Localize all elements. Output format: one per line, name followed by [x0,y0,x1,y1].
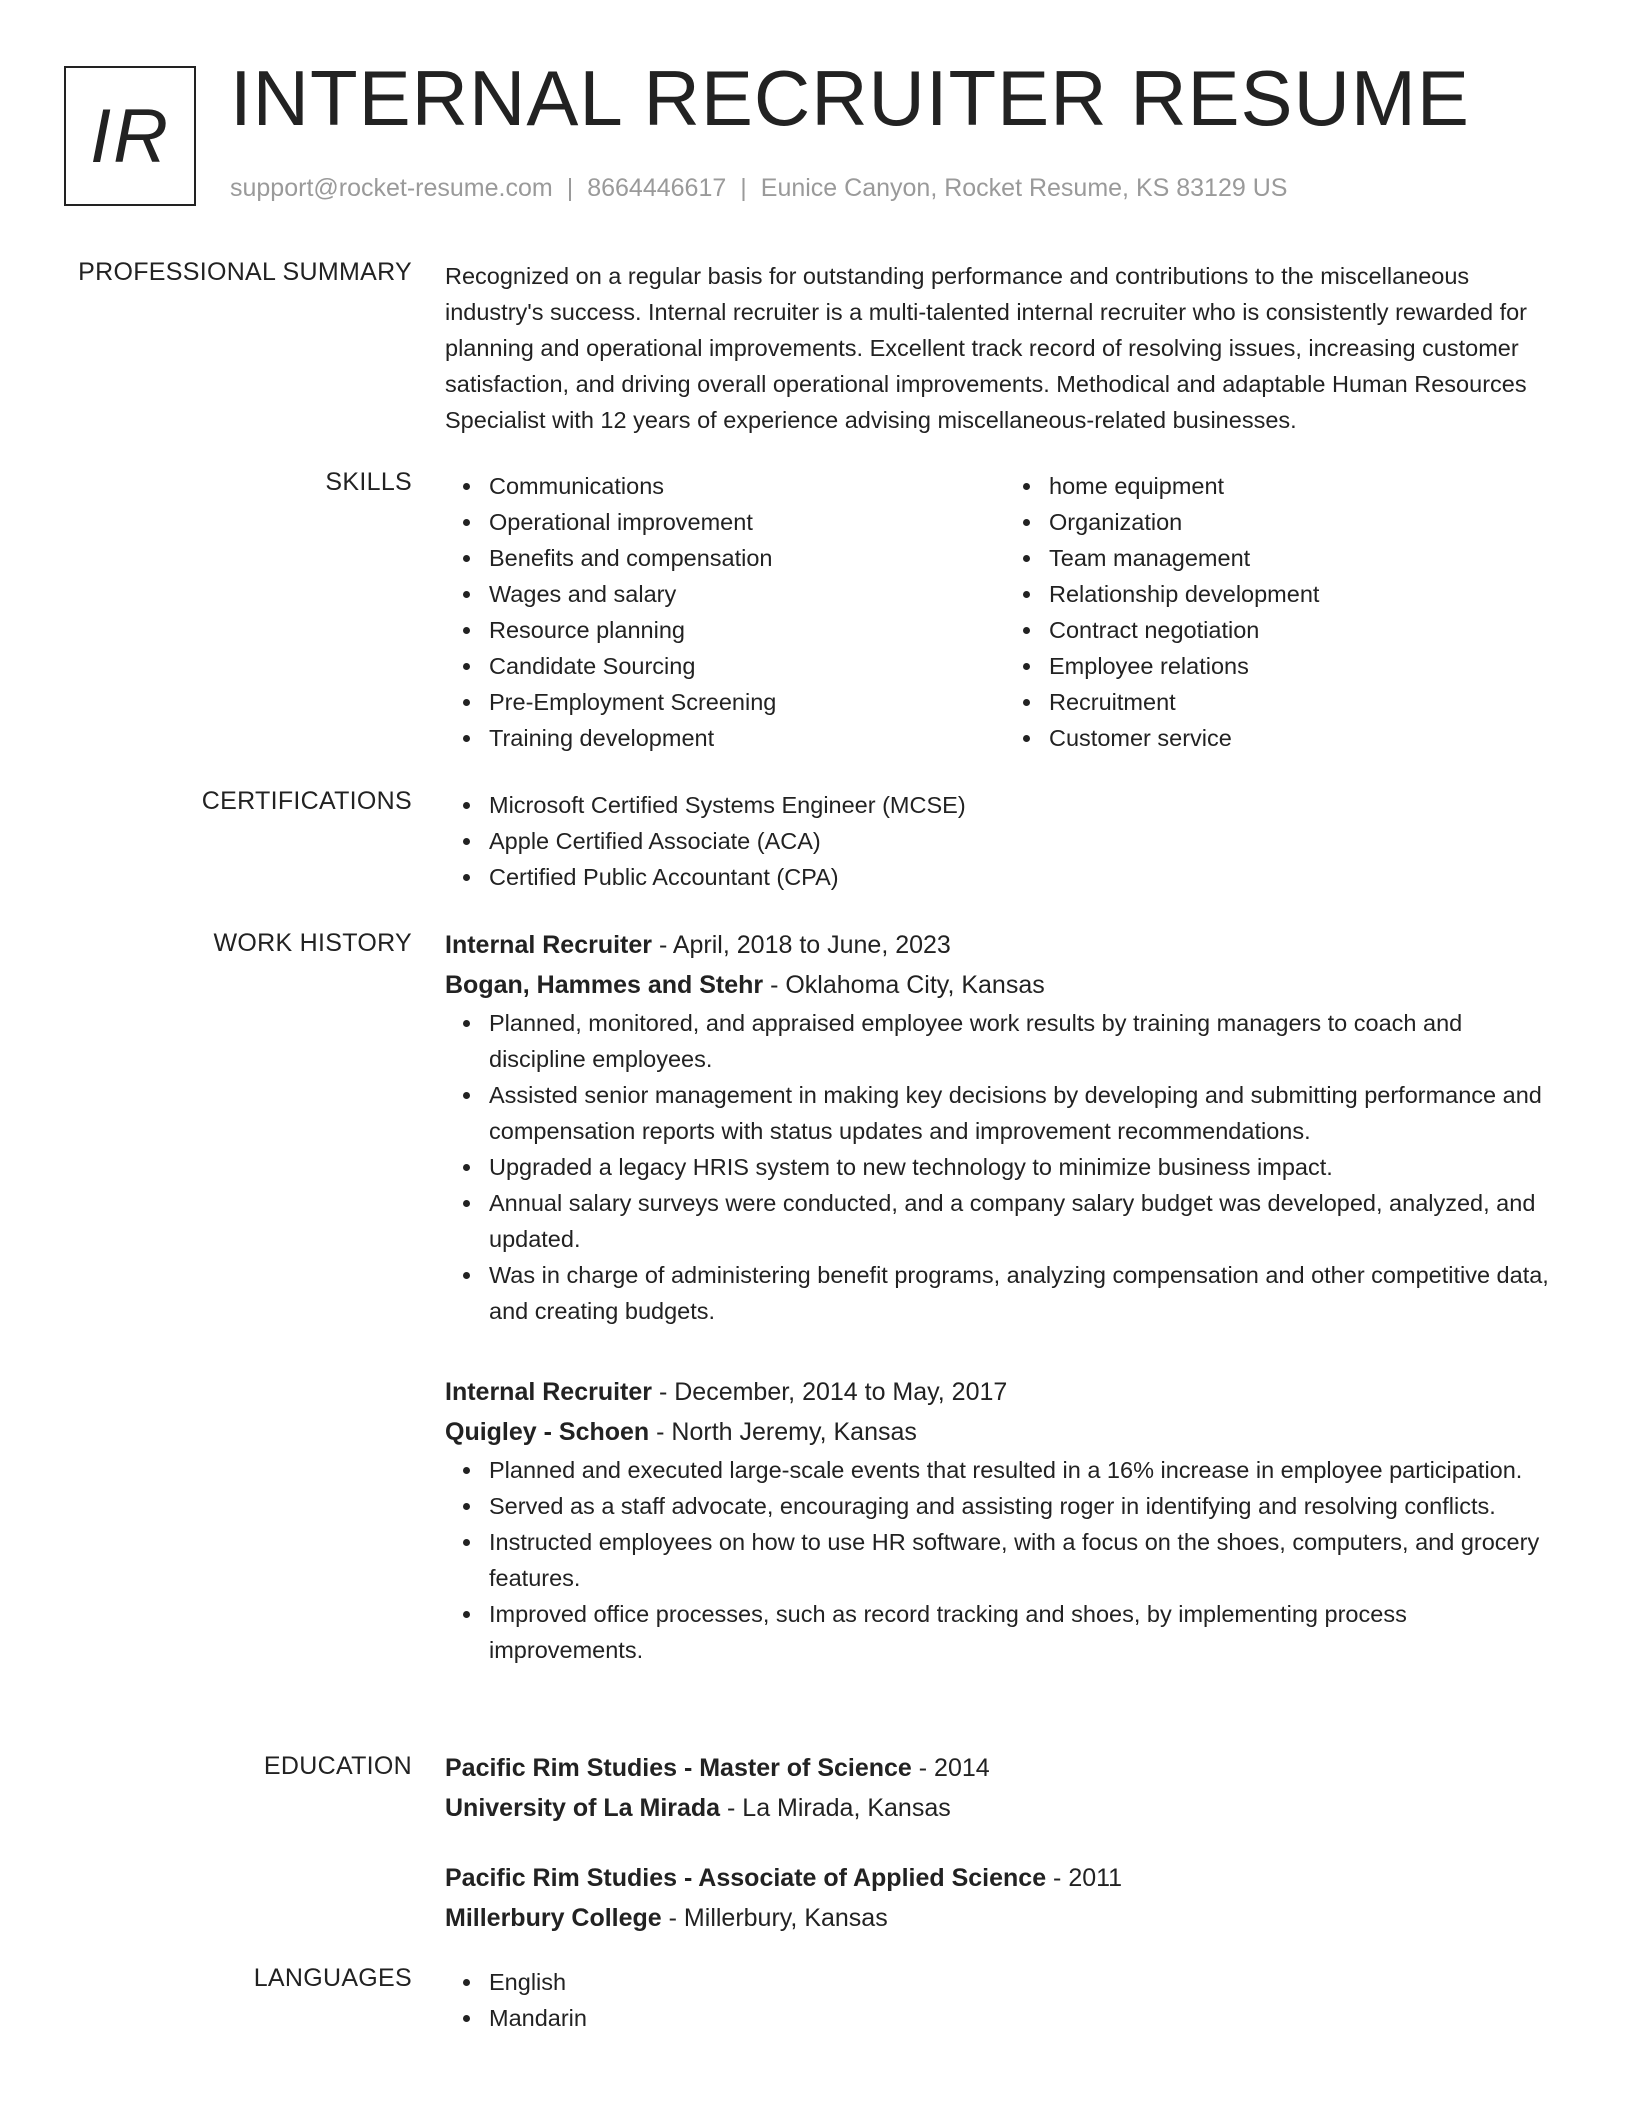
skill-item: Team management [1049,540,1565,576]
contact-line [230,174,1287,203]
skill-item: Operational improvement [489,504,1005,540]
certifications-body [445,787,1565,895]
job-bullet: Assisted senior management in making key decisions by developing and submitting performance and compensation reports with status updates and improvement recommendations. [489,1077,1565,1149]
job-dates: - December, 2014 to May, 2017 [652,1378,1008,1406]
education-school-line [445,1788,1565,1828]
job-bullet: Served as a staff advocate, encouraging and assisting roger in identifying and resolving conflicts. [489,1488,1565,1524]
skill-item: Relationship development [1049,576,1565,612]
education-degree: Pacific Rim Studies - Associate of Applied Science [445,1864,1047,1892]
contact-address: Eunice Canyon, Rocket Resume, KS 83129 US [760,174,1288,202]
job-dates: - April, 2018 to June, 2023 [652,931,951,959]
languages-list [445,1964,1565,2036]
job-bullets [445,1005,1565,1329]
work-history-body-2 [445,1372,1565,1668]
work-history-heading: WORK HISTORY [213,929,412,957]
education-heading: EDUCATION [263,1752,412,1780]
job-title-line [445,925,1565,965]
skill-item: Contract negotiation [1049,612,1565,648]
education-school: Millerbury College [445,1904,662,1932]
education-degree-line [445,1748,1565,1788]
certifications-heading: CERTIFICATIONS [201,787,412,815]
job-entry [445,1372,1565,1668]
resume-title: INTERNAL RECRUITER RESUME [230,54,1470,142]
job-bullet: Instructed employees on how to use HR software, with a focus on the shoes, computers, and grocery features. [489,1524,1565,1596]
summary-text: Recognized on a regular basis for outstanding performance and contributions to the miscellaneous industry's success. Internal recruiter is a multi-talented internal recruiter who is consistently rewarded for planning and operational improvements. Excellent track record of resolving issues, increasing customer satisfaction, and driving overall operational improvements. Methodical and adaptable Human Resources Specialist with 12 years of experience advising miscellaneous-related businesses. [445,263,1528,433]
skill-item: Organization [1049,504,1565,540]
job-bullet: Was in charge of administering benefit programs, analyzing compensation and other competitive data, and creating budgets. [489,1257,1565,1329]
language-item: English [489,1964,1565,2000]
job-entry [445,925,1565,1329]
education-degree-line [445,1858,1565,1898]
education-body [445,1748,1565,1938]
monogram-logo: IR [64,66,196,206]
skill-item: Pre-Employment Screening [489,684,1005,720]
job-company-line [445,965,1565,1005]
education-degree: Pacific Rim Studies - Master of Science [445,1754,912,1782]
job-bullets [445,1452,1565,1668]
skill-item: Customer service [1049,720,1565,756]
skill-item: Employee relations [1049,648,1565,684]
certification-item: Certified Public Accountant (CPA) [489,859,1565,895]
job-bullet: Planned and executed large-scale events that resulted in a 16% increase in employee participation. [489,1452,1565,1488]
contact-separator: | [566,174,574,202]
education-school: University of La Mirada [445,1794,721,1822]
job-bullet: Improved office processes, such as record tracking and shoes, by implementing process improvements. [489,1596,1565,1668]
languages-body [445,1964,1565,2036]
job-location: - Oklahoma City, Kansas [763,971,1045,999]
summary-heading: PROFESSIONAL SUMMARY [78,258,412,286]
job-company: Quigley - Schoen [445,1418,650,1446]
certification-item: Microsoft Certified Systems Engineer (MCSE) [489,787,1565,823]
job-company-line [445,1412,1565,1452]
skill-item: Communications [489,468,1005,504]
skill-item: Recruitment [1049,684,1565,720]
certifications-list [445,787,1565,895]
job-title-line [445,1372,1565,1412]
contact-email: support@rocket-resume.com [230,174,553,202]
skills-heading: SKILLS [325,468,412,496]
education-year: - 2014 [911,1754,990,1782]
skills-list-right [1005,468,1565,756]
education-year: - 2011 [1046,1864,1123,1892]
skill-item: Training development [489,720,1005,756]
education-location: - Millerbury, Kansas [661,1904,888,1932]
languages-heading: LANGUAGES [253,1964,412,1992]
contact-separator: | [740,174,747,202]
education-entry [445,1858,1565,1938]
skills-list-left [445,468,1005,756]
skill-item: Wages and salary [489,576,1005,612]
skill-item: home equipment [1049,468,1565,504]
skills-body [445,468,1565,756]
education-entry [445,1748,1565,1828]
skill-item: Resource planning [489,612,1005,648]
job-title: Internal Recruiter [445,931,653,959]
certification-item: Apple Certified Associate (ACA) [489,823,1565,859]
skill-item: Candidate Sourcing [489,648,1005,684]
summary-body [445,258,1565,438]
job-bullet: Planned, monitored, and appraised employee work results by training managers to coach and discipline employees. [489,1005,1565,1077]
job-bullet: Annual salary surveys were conducted, and a company salary budget was developed, analyzed, and updated. [489,1185,1565,1257]
language-item: Mandarin [489,2000,1565,2036]
work-history-body [445,925,1565,1329]
education-location: - La Mirada, Kansas [720,1794,951,1822]
contact-phone: 8664446617 [587,174,727,202]
job-company: Bogan, Hammes and Stehr [445,971,764,999]
job-title: Internal Recruiter [445,1378,653,1406]
job-location: - North Jeremy, Kansas [649,1418,917,1446]
skill-item: Benefits and compensation [489,540,1005,576]
education-school-line [445,1898,1565,1938]
job-bullet: Upgraded a legacy HRIS system to new technology to minimize business impact. [489,1149,1565,1185]
